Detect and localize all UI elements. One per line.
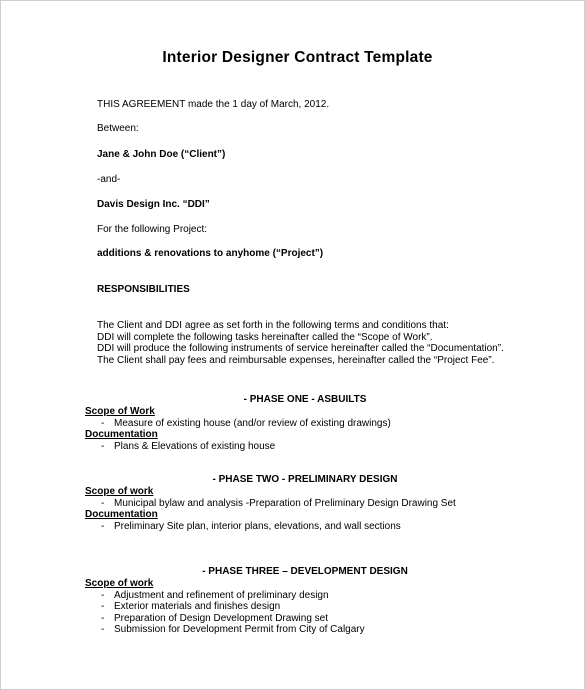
phase-one-title: - PHASE ONE - ASBUILTS <box>243 394 367 405</box>
responsibility-line: DDI will produce the following instruments of service hereinafter called the “Documentation”. <box>97 343 504 354</box>
responsibility-line: DDI will complete the following tasks hereinafter called the “Scope of Work”. <box>97 331 433 343</box>
list-item <box>101 590 329 602</box>
bullet-dash: - <box>101 497 105 509</box>
phase-two-title: - PHASE TWO - PRELIMINARY DESIGN <box>212 474 398 485</box>
bullet-dash: - <box>101 440 105 452</box>
bullet-dash: - <box>101 417 105 429</box>
documentation-label: Documentation <box>85 429 158 440</box>
ddi-name: Davis Design Inc. “DDI” <box>97 199 210 210</box>
list-item-text: Preliminary Site plan, interior plans, elevations, and wall sections <box>114 520 401 532</box>
client-name: Jane & John Doe (“Client”) <box>97 149 226 160</box>
project-description: additions & renovations to anyhome (“Project”) <box>97 248 324 259</box>
bullet-dash: - <box>101 601 105 612</box>
documentation-label: Documentation <box>85 509 158 520</box>
list-item-text: Exterior materials and finishes design <box>114 601 281 612</box>
bullet-dash: - <box>101 624 105 635</box>
list-item <box>101 441 275 453</box>
responsibility-line: The Client shall pay fees and reimbursable expenses, hereinafter called the “Project Fee”. <box>97 354 495 366</box>
list-item-text: Municipal bylaw and analysis -Preparation of Preliminary Design Drawing Set <box>114 497 456 509</box>
list-item-text: Measure of existing house (and/or review of existing drawings) <box>114 417 391 429</box>
scope-label: Scope of Work <box>85 406 155 417</box>
scope-label: Scope of work <box>85 486 154 497</box>
agreement-line: THIS AGREEMENT made the 1 day of March, 2012. <box>97 99 330 110</box>
scope-label: Scope of work <box>85 578 154 589</box>
list-item-text: Adjustment and refinement of preliminary design <box>114 589 329 601</box>
list-item-text: Preparation of Design Development Drawing set <box>114 612 328 624</box>
phase-three-title: - PHASE THREE – DEVELOPMENT DESIGN <box>202 566 408 577</box>
list-item <box>101 624 365 636</box>
list-item-text: Plans & Elevations of existing house <box>114 440 276 452</box>
list-item <box>101 521 401 533</box>
bullet-dash: - <box>101 589 105 601</box>
list-item <box>101 613 328 625</box>
between-label: Between: <box>97 123 139 134</box>
responsibilities-heading: RESPONSIBILITIES <box>97 284 190 295</box>
responsibility-line: The Client and DDI agree as set forth in the following terms and conditions that: <box>97 320 449 331</box>
document-title: Interior Designer Contract Template <box>162 49 433 66</box>
for-project-label: For the following Project: <box>97 224 208 235</box>
list-item-text: Submission for Development Permit from City of Calgary <box>114 624 365 635</box>
list-item <box>101 601 280 613</box>
list-item <box>101 498 456 510</box>
and-separator: -and- <box>97 174 121 185</box>
bullet-dash: - <box>101 520 105 532</box>
list-item <box>101 418 391 430</box>
bullet-dash: - <box>101 612 105 624</box>
